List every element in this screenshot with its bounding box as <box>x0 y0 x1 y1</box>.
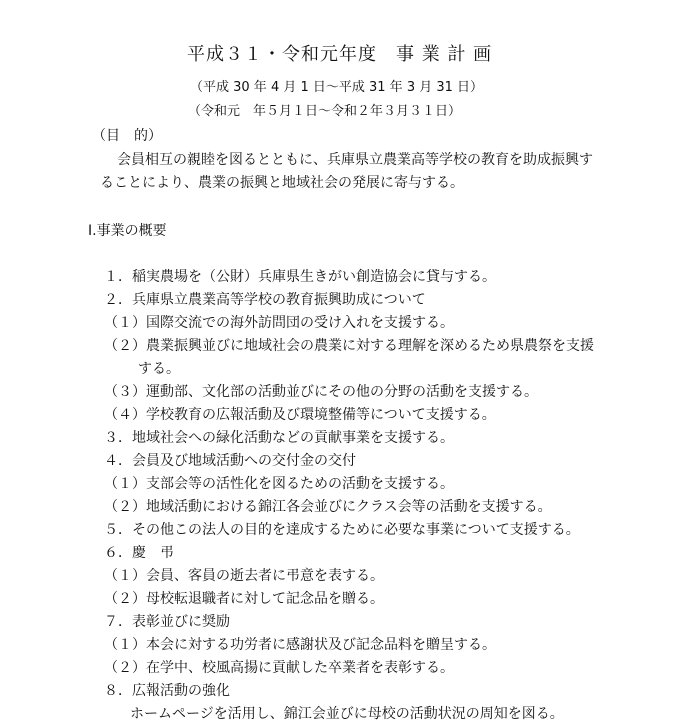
item-2-2: （２）農業振興並びに地域社会の農業に対する理解を深めるため県農祭を支援 <box>104 338 594 354</box>
purpose-text-line1: 会員相互の親睦を図るとともに、兵庫県立農業高等学校の教育を助成振興す <box>117 152 593 168</box>
item-2-3: （３）運動部、文化部の活動並びにその他の分野の活動を支援する。 <box>104 384 538 400</box>
item-2: ２．兵庫県立農業高等学校の教育振興助成について <box>104 292 426 308</box>
purpose-text-line2: ることにより、農業の振興と地域社会の発展に寄与する。 <box>100 175 464 191</box>
fiscal-period-reiwa: （令和元 年５月１日〜令和２年３月３１日） <box>188 104 462 119</box>
item-4: ４．会員及び地域活動への交付金の交付 <box>104 453 356 469</box>
item-2-1: （１）国際交流での海外訪問団の受け入れを支援する。 <box>104 315 454 331</box>
purpose-heading: （目 的） <box>92 128 162 144</box>
item-2-2-continuation: する。 <box>138 361 180 377</box>
item-4-2: （２）地域活動における錦江各会並びにクラス会等の活動を支援する。 <box>104 499 552 515</box>
item-7-2: （２）在学中、校風高揚に貢献した卒業者を表彰する。 <box>104 660 454 676</box>
item-1: １．稲実農場を（公財）兵庫県生きがい創造協会に貸与する。 <box>104 269 496 285</box>
item-2-4: （４）学校教育の広報活動及び環境整備等について支援する。 <box>104 407 496 423</box>
item-8-text: ホームページを活用し、錦江会並びに母校の活動状況の周知を図る。 <box>130 706 564 722</box>
fiscal-period-heisei: （平成 30 年 4 月 1 日〜平成 31 年 3 月 31 日） <box>190 80 484 95</box>
item-8: ８．広報活動の強化 <box>104 683 230 699</box>
item-3: ３．地域社会への緑化活動などの貢献事業を支援する。 <box>104 430 454 446</box>
item-6: ６．慶 弔 <box>104 545 174 561</box>
item-5: ５．その他この法人の目的を達成するために必要な事業について支援する。 <box>104 522 580 538</box>
item-4-1: （１）支部会等の活性化を図るための活動を支援する。 <box>104 476 454 492</box>
item-7: ７．表彰並びに奨励 <box>104 614 230 630</box>
item-6-2: （２）母校転退職者に対して記念品を贈る。 <box>104 591 384 607</box>
item-7-1: （１）本会に対する功労者に感謝状及び記念品料を贈呈する。 <box>104 637 496 653</box>
document-title: 平成３１・令和元年度 事 業 計 画 <box>187 44 493 65</box>
section-heading: Ⅰ.事業の概要 <box>88 223 167 239</box>
item-6-1: （１）会員、客員の逝去者に弔意を表する。 <box>104 568 384 584</box>
